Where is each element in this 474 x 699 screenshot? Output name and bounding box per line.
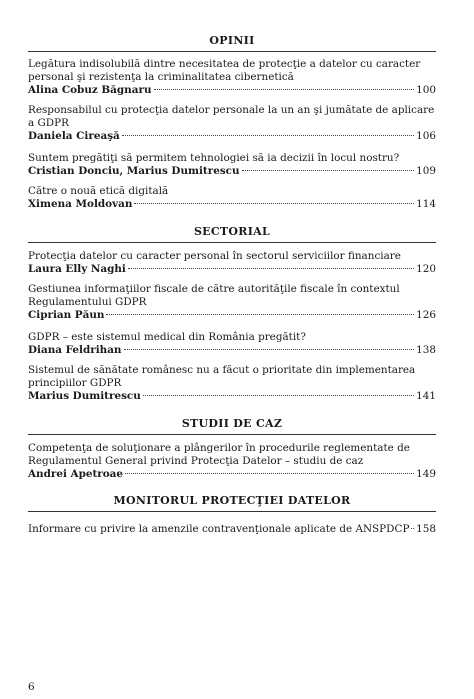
entry-author-line xyxy=(28,165,436,178)
dot-leader xyxy=(124,349,415,350)
toc-entry[interactable] xyxy=(28,364,436,403)
dot-leader xyxy=(122,135,414,136)
section-divider xyxy=(28,242,436,243)
entry-author: Diana Feldrihan xyxy=(28,344,122,356)
entry-page-number: 100 xyxy=(416,84,436,96)
entry-author-line xyxy=(28,523,436,536)
page-number: 6 xyxy=(28,681,35,693)
entry-title: Gestiunea informaţiilor fiscale de către autorităţile fiscale în contextul Regulamentului GDPR xyxy=(28,283,400,308)
dot-leader xyxy=(106,314,414,315)
toc-page xyxy=(28,0,436,699)
entry-page-number: 138 xyxy=(416,344,436,356)
toc-entry[interactable] xyxy=(28,523,436,536)
entry-title: Competenţa de soluţionare a plângerilor în procedurile reglementate de Regulamentul General privind Protecţia Datelor – studiu de caz xyxy=(28,442,410,467)
entry-author: Ximena Moldovan xyxy=(28,198,133,210)
toc-entry[interactable] xyxy=(28,442,436,481)
entry-author: Andrei Apetroae xyxy=(28,468,124,480)
entry-title: Legătura indisolubilă dintre necesitatea de protecţie a datelor cu caracter personal şi rezistenţa la criminalitatea cibernetică xyxy=(28,58,421,83)
entry-page-number: 158 xyxy=(416,523,436,535)
entry-title: Către o nouă etică digitală xyxy=(28,185,169,197)
entry-author: Daniela Cireaşă xyxy=(28,130,120,142)
entry-page-number: 114 xyxy=(416,198,436,210)
toc-entry[interactable] xyxy=(28,331,436,357)
entry-author: Marius Dumitrescu xyxy=(28,390,141,402)
entry-page-number: 141 xyxy=(416,390,436,402)
entry-author-line xyxy=(28,390,436,403)
entry-page-number: 109 xyxy=(416,165,436,177)
dot-leader xyxy=(128,268,414,269)
entry-author-line xyxy=(28,344,436,357)
section-divider xyxy=(28,434,436,435)
entry-author: Cristian Donciu, Marius Dumitrescu xyxy=(28,165,240,177)
toc-entry[interactable] xyxy=(28,152,436,178)
section-heading-sectorial: SECTORIAL xyxy=(193,225,271,238)
dot-leader xyxy=(154,89,415,90)
section-divider xyxy=(28,511,436,512)
entry-author-line xyxy=(28,309,436,322)
dot-leader xyxy=(411,528,414,529)
toc-entry[interactable] xyxy=(28,104,436,143)
entry-title: GDPR – este sistemul medical din România pregătit? xyxy=(28,331,306,343)
entry-author: Laura Elly Naghi xyxy=(28,263,126,275)
entry-page-number: 126 xyxy=(416,309,436,321)
entry-author-line xyxy=(28,130,436,143)
toc-entry[interactable] xyxy=(28,185,436,211)
entry-page-number: 120 xyxy=(416,263,436,275)
section-heading-monitorul: MONITORUL PROTECŢIEI DATELOR xyxy=(113,494,351,507)
toc-entry[interactable] xyxy=(28,58,436,97)
entry-title: Responsabilul cu protecţia datelor personale la un an şi jumătate de aplicare a GDPR xyxy=(28,104,435,129)
toc-entry[interactable] xyxy=(28,283,436,322)
entry-title: Protecţia datelor cu caracter personal în sectorul serviciilor financiare xyxy=(28,250,401,262)
dot-leader xyxy=(242,170,415,171)
entry-author: Alina Cobuz Băgnaru xyxy=(28,84,152,96)
entry-author-line xyxy=(28,198,436,211)
entry-author: Ciprian Păun xyxy=(28,309,105,321)
entry-author-line xyxy=(28,263,436,276)
dot-leader xyxy=(125,473,414,474)
entry-title: Suntem pregătiţi să permitem tehnologiei să ia decizii în locul nostru? xyxy=(28,152,400,164)
section-heading-opinii: OPINII xyxy=(209,34,255,47)
dot-leader xyxy=(134,203,414,204)
toc-entry[interactable] xyxy=(28,250,436,276)
section-heading-studii-de-caz: STUDII DE CAZ xyxy=(181,417,283,430)
dot-leader xyxy=(143,395,414,396)
entry-page-number: 106 xyxy=(416,130,436,142)
section-divider xyxy=(28,51,436,52)
entry-title: Sistemul de sănătate românesc nu a făcut o prioritate din implementarea principiilor GDPR xyxy=(28,364,416,389)
entry-author-line xyxy=(28,84,436,97)
entry-page-number: 149 xyxy=(416,468,436,480)
entry-author-line xyxy=(28,468,436,481)
entry-title: Informare cu privire la amenzile contravenţionale aplicate de ANSPDCP xyxy=(28,523,410,535)
